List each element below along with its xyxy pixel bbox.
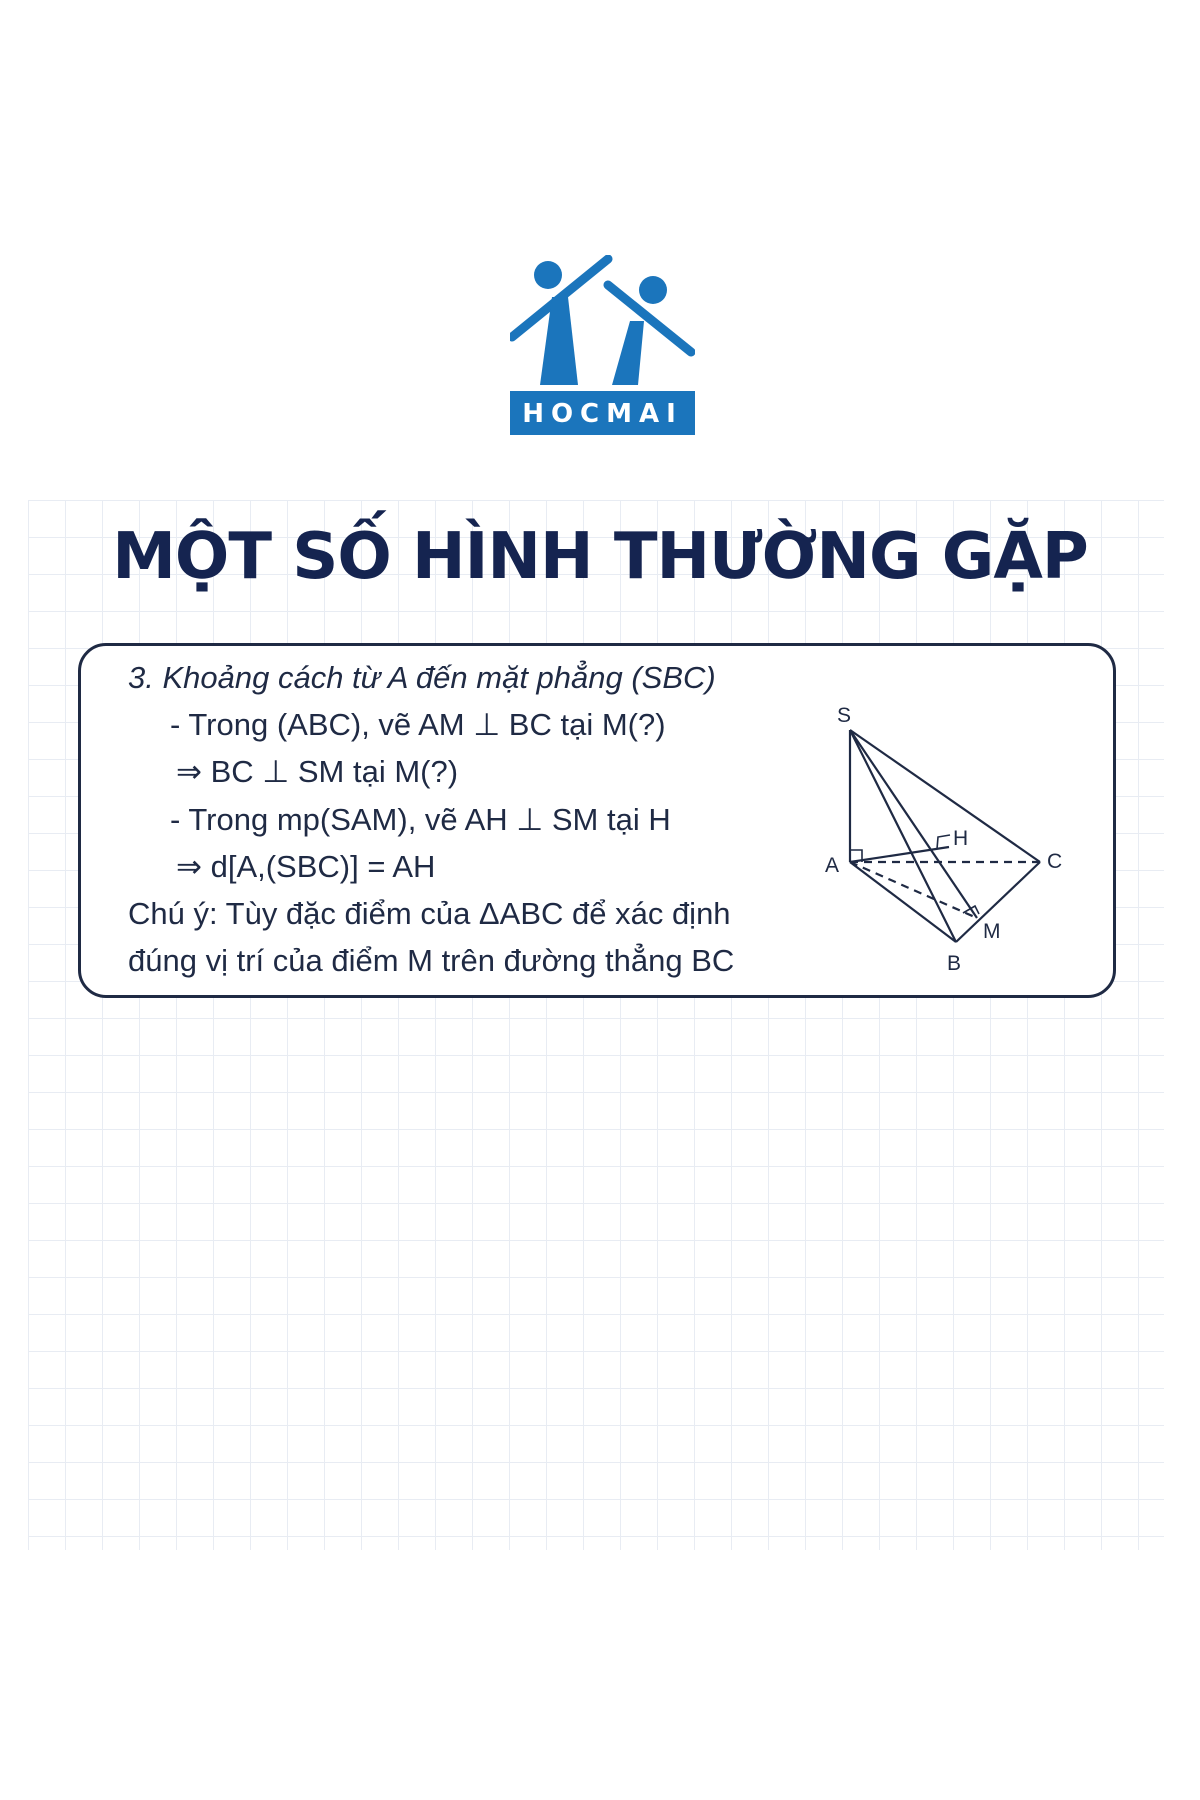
edge-SC — [850, 730, 1040, 862]
step-line-1: - Trong (ABC), vẽ AM ⊥ BC tại M(?) — [170, 707, 666, 742]
pyramid-diagram — [825, 700, 1075, 985]
step-line-4: ⇒ d[A,(SBC)] = AH — [176, 849, 436, 884]
section-heading: 3. Khoảng cách từ A đến mặt phẳng (SBC) — [128, 660, 716, 695]
note-line-1: Chú ý: Tùy đặc điểm của ΔABC để xác định — [128, 896, 731, 931]
brand-name: HOCMAI — [522, 399, 683, 429]
label-H: H — [953, 827, 969, 850]
page-title: MỘT SỐ HÌNH THƯỜNG GẶP — [112, 520, 1088, 594]
label-B: B — [947, 952, 962, 975]
label-M: M — [983, 920, 1001, 943]
step-line-2: ⇒ BC ⊥ SM tại M(?) — [176, 754, 459, 789]
label-A: A — [825, 854, 840, 877]
note-line-2: đúng vị trí của điểm M trên đường thẳng BC — [128, 943, 735, 978]
label-S: S — [837, 704, 852, 727]
label-C: C — [1047, 850, 1063, 873]
hocmai-logo — [510, 255, 695, 437]
step-line-3: - Trong mp(SAM), vẽ AH ⊥ SM tại H — [170, 802, 671, 837]
edge-SM — [850, 730, 977, 918]
